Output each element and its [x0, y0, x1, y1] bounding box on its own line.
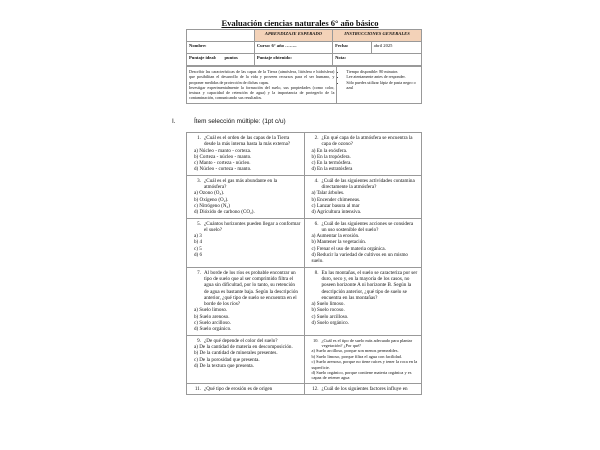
question-number: 4. — [314, 177, 319, 184]
option[interactable]: c) En la termósfera. — [311, 160, 352, 167]
question-cell — [187, 335, 305, 383]
option[interactable]: b) Mantener la vegetación. — [311, 239, 367, 246]
option[interactable]: b) De la cantidad de minerales presentes. — [194, 350, 278, 357]
fecha-label: Fecha: — [333, 42, 372, 54]
question-cell — [304, 383, 422, 394]
option[interactable]: b) Suelo rocoso. — [311, 307, 345, 314]
option[interactable]: c) 5 — [194, 245, 202, 252]
question-cell — [304, 218, 422, 267]
aprendizaje-heading: APRENDIZAJE ESPERADO — [254, 30, 332, 42]
objective-1: Describir las características de las capas de la Tierra (atmósfera, litósfera e hidrósfera) que posibilitan el desarrollo de la vida y proveen recursos para el ser humano, y proponer medidas de protección de dichas capas. — [189, 69, 335, 85]
question-number: 6. — [314, 220, 319, 227]
question-text: ¿Cuál de los siguientes factores influye en — [321, 385, 408, 392]
question-text: ¿Cuál es el gas más abundante en la atmósfera? — [204, 177, 278, 191]
option[interactable]: b) Suelo arenoso. — [194, 313, 230, 320]
questions-table — [186, 132, 422, 395]
option[interactable]: d) Reducir la variedad de cultivos en un mismo suelo. — [311, 252, 408, 265]
nombre-field[interactable]: Nombre: — [187, 42, 255, 54]
instrucciones-heading: INSTRUCCIONES GENERALES — [333, 30, 422, 42]
option[interactable]: a) En la exósfera. — [311, 147, 348, 154]
puntaje-ideal-label: Puntaje ideal: — [189, 55, 217, 60]
learning-objectives — [187, 67, 337, 104]
option[interactable]: c) De la porosidad que presenta. — [194, 356, 260, 363]
question-number: 8. — [314, 269, 319, 276]
question-number: 1. — [197, 135, 201, 141]
objectives-table — [186, 66, 422, 104]
question-cell — [304, 267, 422, 335]
instructions-cell — [337, 67, 422, 104]
question-number: 12. — [312, 385, 319, 392]
section-title: Ítem selección múltiple: (1pt c/u) — [194, 118, 286, 125]
option[interactable]: a) De la cantidad de materia en descomposición. — [194, 343, 293, 350]
question-cell — [187, 175, 305, 218]
question-cell — [187, 267, 305, 335]
nota-field[interactable]: Nota: — [333, 54, 422, 66]
option[interactable]: d) Dióxido de carbono (CO₂). — [194, 209, 255, 216]
fecha-value: abril 2025 — [371, 42, 421, 54]
option[interactable]: a) Aumentar la erosión. — [311, 233, 360, 240]
option[interactable]: a) Suelo limoso. — [311, 301, 345, 308]
question-text: Al borde de los ríos es probable encontrar un tipo de suelo que al ser comprimido filtra el agua sin dificultad, por lo tanto, su retención de agua es bastante baja. Según la descripción anterior, ¿qué tipo de suelo se encuentra en el borde de los ríos? — [204, 269, 298, 308]
section-number: I. — [172, 118, 176, 125]
option[interactable]: d) Agricultura intensiva. — [311, 209, 362, 216]
option[interactable]: b) Oxígeno (O₂). — [194, 196, 229, 203]
instructions-list — [339, 69, 419, 90]
question-text: ¿Qué tipo de erosión es de origen — [204, 385, 273, 392]
question-text: ¿De qué depende el color del suelo? — [204, 337, 278, 344]
option[interactable]: d) En la estratósfera — [311, 166, 353, 173]
option[interactable]: a) Núcleo - manto - corteza. — [194, 147, 252, 154]
instruction-item: • Lee atentamente antes de responder. — [346, 74, 419, 79]
option[interactable]: d) 6 — [194, 252, 203, 259]
option[interactable]: b) Encender chimeneas. — [311, 196, 361, 203]
option[interactable]: b) Suelo limoso, porque filtra el agua con facilidad. — [311, 353, 402, 359]
question-cell — [304, 175, 422, 218]
question-number: 3. — [197, 177, 201, 184]
option[interactable]: b) En la tropósfera. — [311, 153, 351, 160]
question-text: ¿Cuál es el orden de las capas de la Tierra desde la más interna hasta la más externa? — [204, 135, 291, 148]
option[interactable]: d) Suelo orgánico. — [194, 326, 232, 333]
question-number: 11. — [194, 385, 201, 392]
header-table — [186, 29, 422, 66]
question-cell — [187, 383, 305, 394]
option[interactable]: a) Ozono (O₃). — [194, 190, 225, 197]
option[interactable]: d) Suelo orgánico, porque contiene materia orgánica y es capaz de retener agua — [311, 370, 412, 381]
option[interactable]: a) Talar árboles. — [311, 190, 345, 197]
question-text: ¿En qué capa de la atmósfera se encuentra la capa de ozono? — [321, 135, 413, 148]
section-heading — [172, 118, 286, 125]
option[interactable]: c) Nitrógeno (N₂) — [194, 202, 231, 209]
option[interactable]: b) 4 — [194, 239, 203, 246]
option[interactable]: a) Suelo arcilloso, porque son menos permeables. — [311, 348, 399, 354]
option[interactable]: d) Núcleo - corteza - manto. — [194, 166, 252, 173]
puntaje-ideal-field — [187, 54, 255, 66]
question-cell — [187, 133, 305, 176]
question-text: En las montañas, el suelo se caracteriza por ser duro, seco y, en la mayoría de los casos, no poseen horizonte A ni horizonte B. Según la descripción anterior, ¿qué tipo de suelo se encuentra en las montañas? — [321, 269, 418, 301]
question-number: 2. — [314, 135, 319, 141]
option[interactable]: a) Suelo limoso. — [194, 307, 228, 314]
option[interactable]: d) De la textura que presenta. — [194, 362, 254, 369]
curso-field[interactable]: Curso: 6° año …….. — [254, 42, 332, 54]
option[interactable]: d) Suelo orgánico. — [311, 320, 349, 327]
question-number: 5. — [197, 220, 201, 227]
question-text: ¿Cuántos horizontes pueden llegar a conformar el suelo? — [204, 220, 301, 233]
page-title: Evaluación ciencias naturales 6° año básico — [221, 18, 379, 28]
question-text: ¿Cuál es el tipo de suelo más adecuado para plantar vegetación? ¿Por qué? — [321, 337, 413, 349]
question-cell — [304, 133, 422, 176]
instruction-item: • Sólo puedes utilizar lápiz de pasta negro o azul — [346, 80, 419, 91]
objective-2: Investigar experimentalmente la formación del suelo, sus propiedades (como color, textura y capacidad de retención de agua) y la importancia de protegerlo de la contaminación, comunicando sus resultados. — [189, 84, 335, 101]
option[interactable]: c) Suelo arcilloso. — [194, 320, 231, 327]
question-cell — [187, 218, 305, 267]
option[interactable]: c) Suelo arenoso, porque no tiene raíces y tener la roca en la superficie. — [311, 359, 418, 370]
puntaje-ideal-value: puntos — [224, 55, 238, 60]
option[interactable]: b) Corteza - núcleo - manto. — [194, 153, 252, 160]
option[interactable]: c) Lanzar basura al mar — [311, 202, 360, 209]
question-number: 9. — [197, 337, 201, 344]
question-cell — [304, 335, 422, 383]
question-text: ¿Cuál de las siguientes actividades contamina directamente la atmósfera? — [321, 177, 415, 191]
question-number: 10. — [313, 337, 319, 343]
option[interactable]: a) 3 — [194, 233, 202, 240]
option[interactable]: c) Frenar el uso de materia orgánica. — [311, 245, 386, 252]
option[interactable]: c) Suelo arcilloso. — [311, 313, 349, 320]
question-text: ¿Cuál de las siguientes acciones se considera un uso sostenible del suelo? — [321, 220, 414, 233]
question-number: 7. — [197, 269, 201, 276]
option[interactable]: c) Manto - corteza - núcleo. — [194, 160, 251, 167]
instruction-item: • Tiempo disponible: 80 minutos — [346, 69, 419, 74]
puntaje-obtenido-field[interactable]: Puntaje obtenido: — [254, 54, 332, 66]
